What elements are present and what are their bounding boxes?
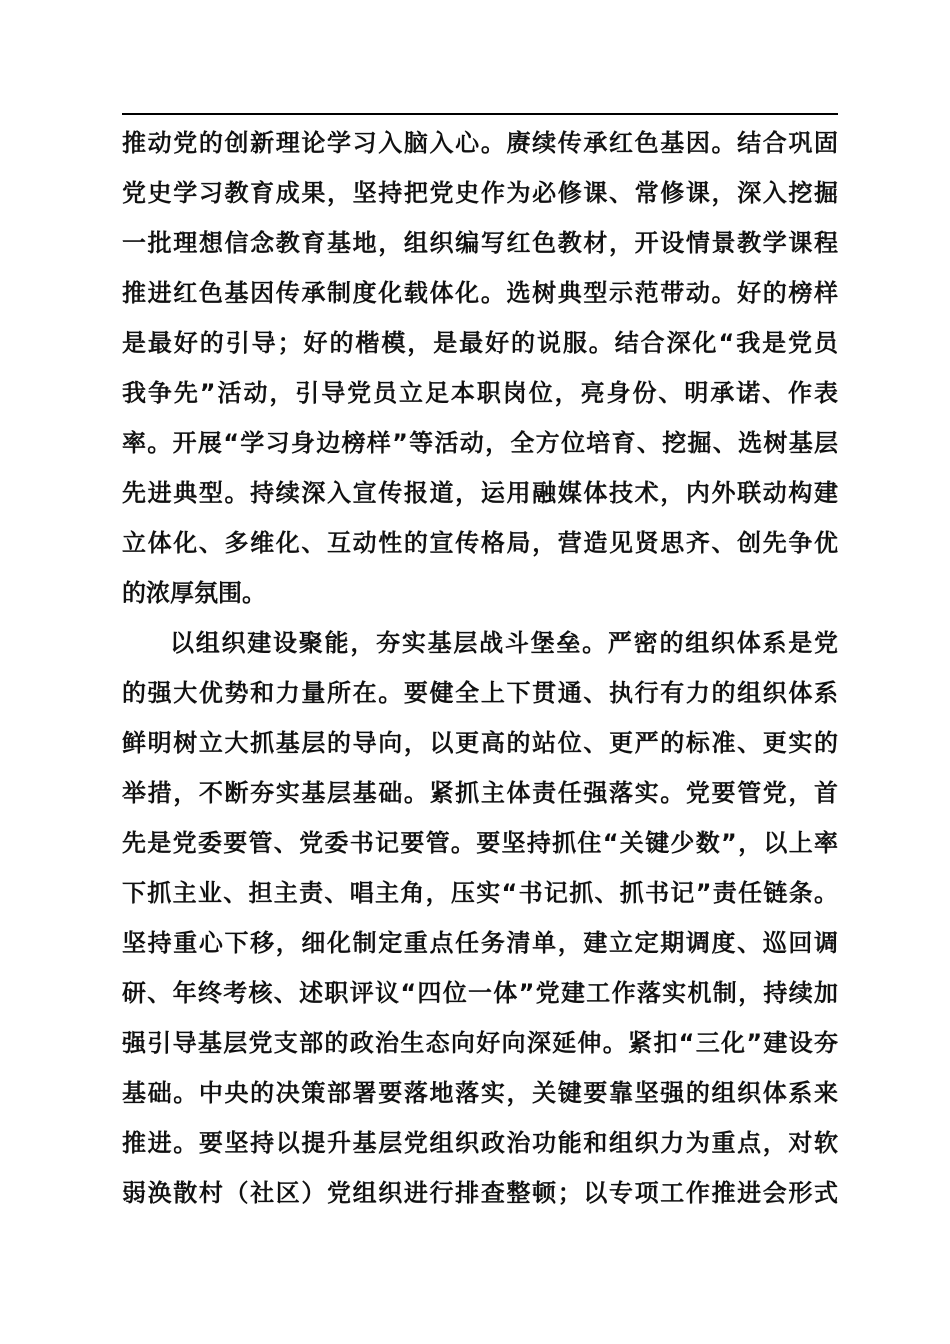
text-line: 举措，不断夯实基层基础。紧抓主体责任强落实。党要管党，首 <box>122 779 838 807</box>
text-line: 先进典型。持续深入宣传报道，运用融媒体技术，内外联动构建 <box>122 479 838 507</box>
text-line: 我争先”活动，引导党员立足本职岗位，亮身份、明承诺、作表 <box>122 379 838 407</box>
text-line: 先是党委要管、党委书记要管。要坚持抓住“关键少数”，以上率 <box>122 829 838 857</box>
text-line: 强引导基层党支部的政治生态向好向深延伸。紧扣“三化”建设夯 <box>122 1029 838 1057</box>
text-line: 党史学习教育成果，坚持把党史作为必修课、常修课，深入挖掘 <box>122 179 838 207</box>
body-text <box>122 118 838 1218</box>
text-line: 率。开展“学习身边榜样”等活动，全方位培育、挖掘、选树基层 <box>122 429 838 457</box>
text-line: 研、年终考核、述职评议“四位一体”党建工作落实机制，持续加 <box>122 979 838 1007</box>
header-rule <box>122 113 838 115</box>
text-line: 弱涣散村（社区）党组织进行排查整顿；以专项工作推进会形式 <box>122 1179 838 1207</box>
text-line: 是最好的引导；好的楷模，是最好的说服。结合深化“我是党员 <box>122 329 838 357</box>
text-line: 鲜明树立大抓基层的导向，以更高的站位、更严的标准、更实的 <box>122 729 838 757</box>
text-line: 推动党的创新理论学习入脑入心。赓续传承红色基因。结合巩固 <box>122 129 838 157</box>
text-line: 一批理想信念教育基地，组织编写红色教材，开设情景教学课程 <box>122 229 838 257</box>
text-line: 下抓主业、担主责、唱主角，压实“书记抓、抓书记”责任链条。 <box>122 879 838 907</box>
paragraph-start-line: 以组织建设聚能，夯实基层战斗堡垒。严密的组织体系是党 <box>170 629 838 657</box>
text-line: 基础。中央的决策部署要落地落实，关键要靠坚强的组织体系来 <box>122 1079 838 1107</box>
text-line: 推进红色基因传承制度化载体化。选树典型示范带动。好的榜样 <box>122 279 838 307</box>
text-line: 的强大优势和力量所在。要健全上下贯通、执行有力的组织体系 <box>122 679 838 707</box>
text-line: 坚持重心下移，细化制定重点任务清单，建立定期调度、巡回调 <box>122 929 838 957</box>
text-line: 的浓厚氛围。 <box>122 579 266 607</box>
text-line: 立体化、多维化、互动性的宣传格局，营造见贤思齐、创先争优 <box>122 529 838 557</box>
text-line: 推进。要坚持以提升基层党组织政治功能和组织力为重点，对软 <box>122 1129 838 1157</box>
